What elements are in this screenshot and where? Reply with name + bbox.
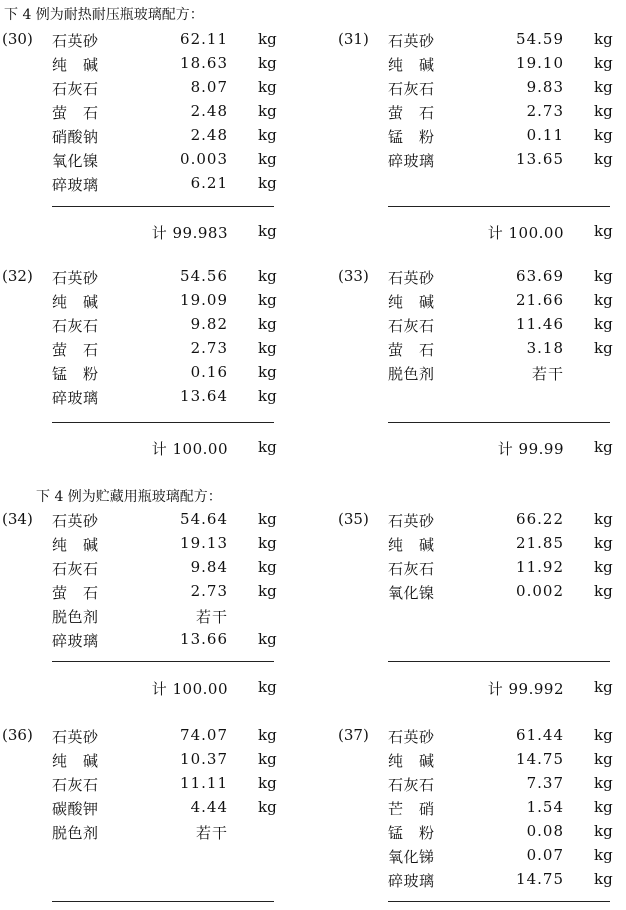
ingredient-row: [2, 174, 278, 198]
ingredient-row: [338, 726, 614, 750]
total-row: [338, 438, 614, 462]
ingredient-name: 石灰石: [52, 560, 99, 578]
ingredient-unit: kg: [594, 534, 613, 552]
ingredient-amount: 0.003: [180, 150, 228, 168]
section-heading-storage: 下 4 例为贮藏用瓶玻璃配方：: [36, 489, 222, 505]
ingredient-unit: kg: [594, 774, 613, 792]
ingredient-row: [2, 315, 278, 339]
ingredient-row: [2, 774, 278, 798]
ingredient-row: [338, 78, 614, 102]
ingredient-amount: 6.21: [190, 174, 228, 192]
ingredient-unit: kg: [258, 534, 277, 552]
ingredient-unit: kg: [594, 510, 613, 528]
ingredient-row: [2, 582, 278, 606]
ingredient-name: 石灰石: [388, 776, 435, 794]
divider-line: [52, 901, 274, 902]
ingredient-unit: kg: [594, 54, 613, 72]
total-row: [338, 678, 614, 702]
ingredient-unit: kg: [258, 726, 277, 744]
ingredient-amount: 54.64: [180, 510, 228, 528]
ingredient-row: [338, 582, 614, 606]
ingredient-amount: 0.002: [516, 582, 564, 600]
ingredient-amount: 10.37: [180, 750, 228, 768]
ingredient-unit: kg: [594, 78, 613, 96]
ingredient-unit: kg: [594, 267, 613, 285]
ingredient-name: 石英砂: [388, 512, 435, 530]
ingredient-amount: 0.11: [526, 126, 564, 144]
ingredient-amount: 13.65: [516, 150, 564, 168]
ingredient-unit: kg: [594, 315, 613, 333]
ingredient-amount: 11.92: [516, 558, 564, 576]
divider-line: [388, 422, 610, 423]
ingredient-name: 石英砂: [52, 728, 99, 746]
ingredient-name: 纯 碱: [388, 293, 435, 311]
ingredient-unit: kg: [594, 870, 613, 888]
ingredient-amount: 54.56: [180, 267, 228, 285]
ingredient-name: 石英砂: [52, 512, 99, 530]
ingredient-unit: kg: [594, 750, 613, 768]
ingredient-unit: kg: [258, 102, 277, 120]
ingredient-amount: 14.75: [516, 870, 564, 888]
ingredient-unit: kg: [258, 558, 277, 576]
ingredient-name: 脱色剂: [388, 365, 435, 383]
ingredient-name: 萤 石: [52, 104, 99, 122]
ingredient-amount: 66.22: [516, 510, 564, 528]
ingredient-row: [2, 630, 278, 654]
ingredient-amount: 14.75: [516, 750, 564, 768]
ingredient-unit: kg: [594, 339, 613, 357]
ingredient-row: [338, 534, 614, 558]
ingredient-name: 硝酸钠: [52, 128, 99, 146]
ingredient-amount: 19.13: [180, 534, 228, 552]
ingredient-name: 石灰石: [52, 80, 99, 98]
ingredient-name: 石灰石: [388, 560, 435, 578]
ingredient-amount: 1.54: [526, 798, 564, 816]
ingredient-amount: 2.73: [526, 102, 564, 120]
total-row: [2, 438, 278, 462]
ingredient-name: 萤 石: [52, 341, 99, 359]
divider-line: [388, 661, 610, 662]
ingredient-name: 石灰石: [388, 317, 435, 335]
ingredient-unit: kg: [258, 774, 277, 792]
ingredient-row: [2, 339, 278, 363]
ingredient-name: 氧化镍: [388, 584, 435, 602]
ingredient-unit: kg: [594, 150, 613, 168]
ingredient-unit: kg: [594, 558, 613, 576]
ingredient-row: [2, 363, 278, 387]
ingredient-row: [2, 150, 278, 174]
ingredient-row: [2, 291, 278, 315]
total-value: 计 99.992: [487, 680, 564, 698]
ingredient-name: 纯 碱: [52, 56, 99, 74]
ingredient-row: [338, 510, 614, 534]
ingredient-unit: kg: [258, 291, 277, 309]
total-value: 计 100.00: [487, 224, 564, 242]
ingredient-name: 萤 石: [388, 104, 435, 122]
ingredient-unit: kg: [594, 726, 613, 744]
ingredient-unit: kg: [594, 846, 613, 864]
ingredient-unit: kg: [594, 291, 613, 309]
ingredient-unit: kg: [258, 363, 277, 381]
total-value: 计 99.99: [497, 440, 564, 458]
ingredient-unit: kg: [258, 126, 277, 144]
ingredient-name: 碎玻璃: [388, 152, 435, 170]
total-unit: kg: [594, 678, 613, 696]
ingredient-name: 碎玻璃: [388, 872, 435, 890]
ingredient-amount: 13.64: [180, 387, 228, 405]
ingredient-row: [338, 846, 614, 870]
ingredient-name: 氧化镍: [52, 152, 99, 170]
ingredient-name: 脱色剂: [52, 824, 99, 842]
ingredient-unit: kg: [258, 150, 277, 168]
ingredient-row: [338, 54, 614, 78]
total-row: [2, 222, 278, 246]
total-row: [2, 678, 278, 702]
ingredient-amount: 2.73: [190, 582, 228, 600]
ingredient-name: 纯 碱: [52, 752, 99, 770]
ingredient-row: [338, 558, 614, 582]
ingredient-amount: 8.07: [190, 78, 228, 96]
ingredient-name: 纯 碱: [388, 752, 435, 770]
ingredient-unit: kg: [258, 54, 277, 72]
ingredient-name: 石灰石: [52, 317, 99, 335]
divider-line: [52, 661, 274, 662]
total-unit: kg: [594, 222, 613, 240]
ingredient-amount: 9.82: [190, 315, 228, 333]
ingredient-unit: kg: [258, 339, 277, 357]
ingredient-name: 碎玻璃: [52, 632, 99, 650]
ingredient-amount: 61.44: [516, 726, 564, 744]
ingredient-amount: 若干: [195, 824, 228, 842]
ingredient-unit: kg: [594, 126, 613, 144]
ingredient-unit: kg: [594, 582, 613, 600]
ingredient-row: [338, 291, 614, 315]
ingredient-unit: kg: [594, 798, 613, 816]
ingredient-row: [2, 558, 278, 582]
ingredient-amount: 62.11: [180, 30, 228, 48]
ingredient-unit: kg: [594, 102, 613, 120]
recipe-number: (32): [2, 267, 33, 285]
total-row: [338, 222, 614, 246]
ingredient-name: 碎玻璃: [52, 176, 99, 194]
ingredient-row: [2, 30, 278, 54]
total-unit: kg: [258, 678, 277, 696]
ingredient-unit: kg: [594, 30, 613, 48]
total-unit: kg: [258, 438, 277, 456]
ingredient-name: 纯 碱: [388, 56, 435, 74]
ingredient-name: 碎玻璃: [52, 389, 99, 407]
ingredient-name: 石英砂: [52, 32, 99, 50]
ingredient-unit: kg: [258, 315, 277, 333]
ingredient-row: [338, 774, 614, 798]
ingredient-name: 石英砂: [52, 269, 99, 287]
ingredient-row: [338, 339, 614, 363]
ingredient-unit: kg: [258, 174, 277, 192]
ingredient-amount: 2.48: [190, 126, 228, 144]
recipe-number: (34): [2, 510, 33, 528]
ingredient-amount: 3.18: [526, 339, 564, 357]
ingredient-amount: 11.46: [516, 315, 564, 333]
divider-line: [388, 901, 610, 902]
ingredient-name: 脱色剂: [52, 608, 99, 626]
ingredient-row: [338, 822, 614, 846]
ingredient-row: [2, 78, 278, 102]
ingredient-unit: kg: [258, 582, 277, 600]
ingredient-amount: 19.09: [180, 291, 228, 309]
ingredient-name: 石英砂: [388, 728, 435, 746]
ingredient-row: [2, 54, 278, 78]
ingredient-row: [338, 30, 614, 54]
ingredient-amount: 9.84: [190, 558, 228, 576]
ingredient-name: 纯 碱: [52, 536, 99, 554]
ingredient-row: [338, 750, 614, 774]
ingredient-amount: 7.37: [526, 774, 564, 792]
section-heading-heat-pressure: 下 4 例为耐热耐压瓶玻璃配方：: [4, 7, 204, 23]
total-value: 计 99.983: [151, 224, 228, 242]
ingredient-amount: 54.59: [516, 30, 564, 48]
ingredient-name: 锰 粉: [52, 365, 99, 383]
ingredient-amount: 若干: [195, 608, 228, 626]
ingredient-amount: 13.66: [180, 630, 228, 648]
ingredient-name: 氧化锑: [388, 848, 435, 866]
ingredient-name: 锰 粉: [388, 824, 435, 842]
ingredient-row: [338, 363, 614, 387]
recipe-number: (31): [338, 30, 369, 48]
ingredient-unit: kg: [258, 30, 277, 48]
ingredient-name: 石灰石: [388, 80, 435, 98]
ingredient-unit: kg: [258, 510, 277, 528]
ingredient-row: [2, 510, 278, 534]
ingredient-amount: 9.83: [526, 78, 564, 96]
total-unit: kg: [594, 438, 613, 456]
ingredient-row: [338, 126, 614, 150]
ingredient-amount: 11.11: [180, 774, 228, 792]
divider-line: [52, 422, 274, 423]
ingredient-unit: kg: [258, 750, 277, 768]
ingredient-amount: 74.07: [180, 726, 228, 744]
recipe-number: (35): [338, 510, 369, 528]
ingredient-row: [2, 726, 278, 750]
divider-line: [52, 206, 274, 207]
total-value: 计 100.00: [151, 680, 228, 698]
ingredient-row: [2, 102, 278, 126]
ingredient-unit: kg: [258, 387, 277, 405]
ingredient-row: [2, 126, 278, 150]
ingredient-row: [338, 267, 614, 291]
ingredient-name: 碳酸钾: [52, 800, 99, 818]
ingredient-row: [2, 387, 278, 411]
ingredient-unit: kg: [258, 267, 277, 285]
ingredient-unit: kg: [258, 798, 277, 816]
ingredient-unit: kg: [258, 630, 277, 648]
ingredient-row: [338, 870, 614, 894]
ingredient-row: [2, 606, 278, 630]
ingredient-amount: 63.69: [516, 267, 564, 285]
ingredient-name: 石灰石: [52, 776, 99, 794]
ingredient-amount: 若干: [531, 365, 564, 383]
ingredient-name: 石英砂: [388, 269, 435, 287]
ingredient-name: 萤 石: [388, 341, 435, 359]
recipe-number: (33): [338, 267, 369, 285]
ingredient-name: 芒 硝: [388, 800, 435, 818]
ingredient-amount: 19.10: [516, 54, 564, 72]
ingredient-row: [338, 798, 614, 822]
recipe-number: (36): [2, 726, 33, 744]
ingredient-row: [338, 150, 614, 174]
ingredient-row: [2, 822, 278, 846]
total-unit: kg: [258, 222, 277, 240]
ingredient-amount: 18.63: [180, 54, 228, 72]
ingredient-row: [2, 267, 278, 291]
ingredient-name: 纯 碱: [388, 536, 435, 554]
ingredient-name: 萤 石: [52, 584, 99, 602]
ingredient-amount: 0.07: [526, 846, 564, 864]
ingredient-name: 锰 粉: [388, 128, 435, 146]
ingredient-amount: 21.66: [516, 291, 564, 309]
ingredient-unit: kg: [594, 822, 613, 840]
ingredient-amount: 21.85: [516, 534, 564, 552]
ingredient-row: [338, 102, 614, 126]
ingredient-amount: 0.08: [526, 822, 564, 840]
ingredient-amount: 0.16: [190, 363, 228, 381]
ingredient-amount: 2.48: [190, 102, 228, 120]
ingredient-amount: 4.44: [190, 798, 228, 816]
recipe-number: (37): [338, 726, 369, 744]
ingredient-amount: 2.73: [190, 339, 228, 357]
ingredient-row: [2, 750, 278, 774]
ingredient-row: [2, 534, 278, 558]
recipe-number: (30): [2, 30, 33, 48]
ingredient-name: 纯 碱: [52, 293, 99, 311]
ingredient-row: [338, 315, 614, 339]
ingredient-row: [2, 798, 278, 822]
ingredient-name: 石英砂: [388, 32, 435, 50]
divider-line: [388, 206, 610, 207]
total-value: 计 100.00: [151, 440, 228, 458]
ingredient-unit: kg: [258, 78, 277, 96]
